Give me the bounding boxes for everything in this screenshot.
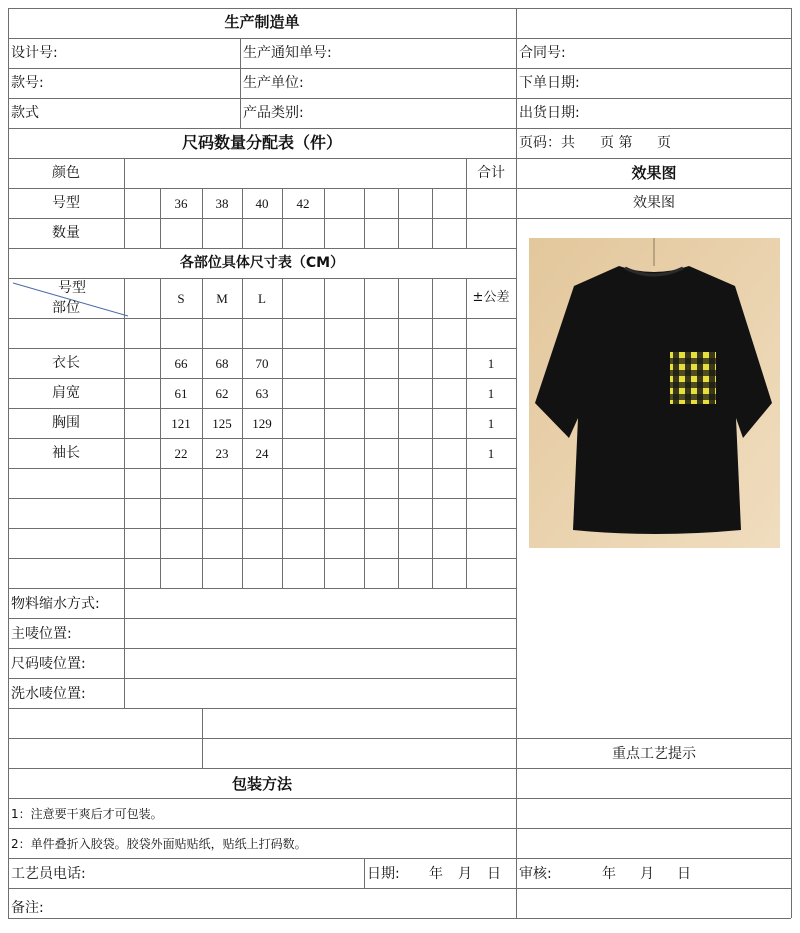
qty-label: 数量 (52, 225, 80, 241)
order-date-label: 下单日期: (519, 75, 580, 91)
qty-table-title: 尺码数量分配表（件） (181, 133, 343, 152)
design-no-label: 设计号: (11, 45, 58, 61)
spec-tolerance: 1 (487, 386, 495, 401)
spec-value: 62 (215, 386, 229, 401)
spec-value: 121 (171, 416, 191, 431)
review-month: 月 (640, 866, 654, 882)
page-counter-mid: 页 第 (600, 135, 633, 151)
packing-line-1: 1：注意要干爽后才可包装。 (11, 807, 163, 821)
spec-value: 129 (252, 416, 272, 431)
size-38: 38 (215, 196, 229, 211)
date-day: 日 (487, 866, 501, 882)
size-36: 36 (174, 196, 188, 211)
color-label: 颜色 (52, 165, 80, 181)
date-year: 年 (429, 866, 443, 882)
spec-diag-size: 号型 (58, 280, 86, 296)
spec-tolerance: 1 (487, 356, 495, 371)
spec-table-title: 各部位具体尺寸表（CM） (179, 255, 345, 271)
effect-subheader: 效果图 (633, 195, 675, 211)
ship-date-label: 出货日期: (519, 105, 580, 121)
packing-title: 包装方法 (231, 775, 293, 793)
spec-value: 23 (215, 446, 229, 461)
part-shoulder: 肩宽 (52, 385, 80, 401)
review-year: 年 (602, 866, 616, 882)
spec-size-s: S (177, 291, 185, 306)
size-42: 42 (296, 196, 310, 211)
spec-size-l: L (258, 291, 266, 306)
spec-value: 61 (174, 386, 188, 401)
style-label: 款式 (11, 105, 39, 121)
product-category-label: 产品类别: (243, 105, 304, 121)
style-no-label: 款号: (11, 75, 44, 91)
page-title: 生产制造单 (224, 13, 300, 31)
effect-image (529, 238, 780, 548)
review-label: 审核: (519, 866, 552, 882)
spec-value: 22 (174, 446, 188, 461)
spec-tolerance: 1 (487, 416, 495, 431)
spec-value: 63 (255, 386, 269, 401)
spec-value: 125 (212, 416, 232, 431)
date-label: 日期: (367, 866, 400, 882)
spec-value: 70 (255, 356, 269, 371)
spec-value: 68 (215, 356, 229, 371)
spec-value: 66 (174, 356, 188, 371)
wash-label-position: 洗水唛位置: (11, 686, 86, 702)
spec-tolerance: 1 (487, 446, 495, 461)
spec-diag-part: 部位 (52, 300, 80, 316)
tolerance-label: ±公差 (472, 290, 510, 305)
tech-phone-label: 工艺员电话: (11, 866, 86, 882)
spec-value: 24 (255, 446, 269, 461)
review-day: 日 (677, 866, 691, 882)
total-label: 合计 (477, 165, 505, 181)
remarks-label: 备注: (11, 900, 44, 916)
contract-no-label: 合同号: (519, 45, 566, 61)
page-counter-label: 页码：共 (519, 135, 575, 151)
part-chest: 胸围 (52, 415, 80, 431)
main-label-position: 主唛位置: (11, 626, 72, 642)
size-label-position: 尺码唛位置: (11, 656, 86, 672)
size-40: 40 (255, 196, 269, 211)
shrink-label: 物料缩水方式: (11, 596, 100, 612)
part-sleeve: 袖长 (52, 445, 80, 461)
packing-line-2: 2：单件叠折入胶袋。胶袋外面贴贴纸，贴纸上打码数。 (11, 837, 307, 851)
size-label: 号型 (52, 195, 80, 211)
notice-no-label: 生产通知单号: (243, 45, 332, 61)
effect-header: 效果图 (631, 164, 677, 182)
spec-size-m: M (216, 291, 228, 306)
date-month: 月 (458, 866, 472, 882)
page-counter-end: 页 (657, 135, 671, 151)
key-process-tips: 重点工艺提示 (612, 746, 696, 762)
production-unit-label: 生产单位: (243, 75, 304, 91)
part-length: 衣长 (52, 355, 80, 371)
